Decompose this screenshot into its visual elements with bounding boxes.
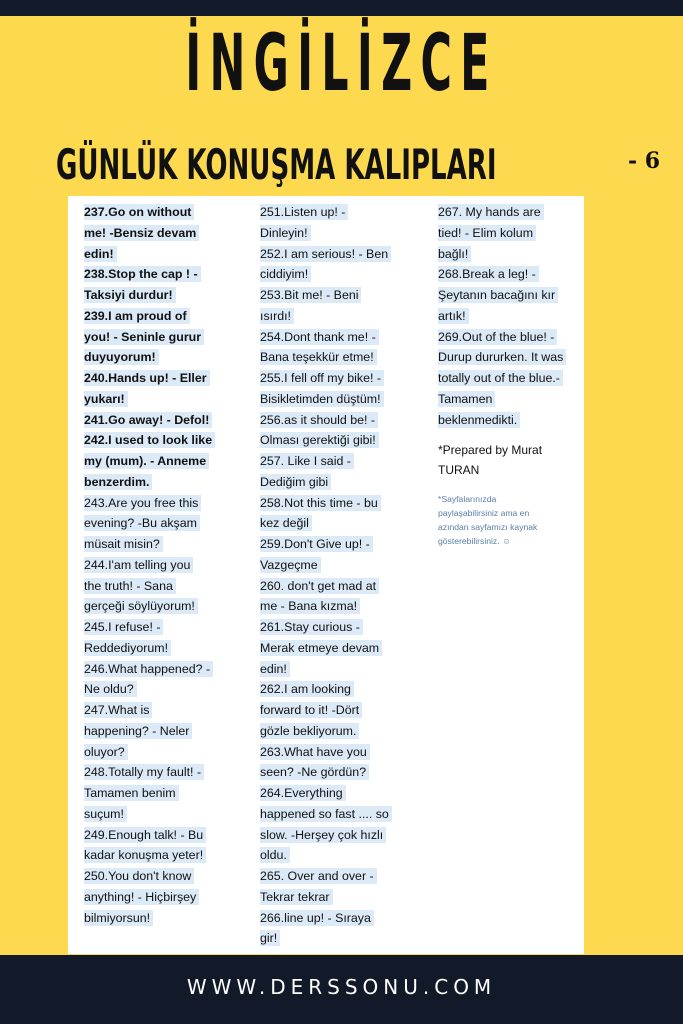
phrase-line <box>260 825 430 846</box>
phrase-text: Tamamen benim <box>84 785 179 801</box>
phrase-text: Bisikletimden düştüm! <box>260 391 384 407</box>
phrase-line <box>260 472 430 493</box>
phrase-line <box>84 472 244 493</box>
phrase-line <box>84 534 244 555</box>
phrase-line <box>260 928 430 949</box>
phrase-line <box>84 202 244 223</box>
phrase-text: anything! - Hiçbirşey <box>84 889 199 905</box>
phrase-line <box>84 223 244 244</box>
author-note <box>438 440 584 480</box>
phrase-text: Ne oldu? <box>84 681 137 697</box>
phrase-text: slow. -Herşey çok hızlı <box>260 827 386 843</box>
phrase-text: 244.I'am telling you <box>84 557 193 573</box>
phrase-text: edin! <box>84 246 117 262</box>
phrase-line <box>84 264 244 285</box>
phrase-line <box>438 327 584 348</box>
phrase-line <box>84 721 244 742</box>
phrase-text: 246.What happened? - <box>84 661 213 677</box>
phrase-text: beklenmedikti. <box>438 412 520 428</box>
phrase-text: Tamamen <box>438 391 495 407</box>
part-number: - 6 <box>628 148 661 174</box>
phrase-line <box>84 555 244 576</box>
phrase-line <box>260 742 430 763</box>
phrase-line <box>84 783 244 804</box>
phrase-text: gir! <box>260 930 280 946</box>
phrase-text: 261.Stay curious - <box>260 619 363 635</box>
phrase-sheet <box>68 196 584 954</box>
phrase-line <box>438 410 584 431</box>
phrase-text: seen? -Ne gördün? <box>260 764 369 780</box>
phrase-line <box>84 368 244 389</box>
share-note-line: gösterebilirsiniz. ☺ <box>438 536 511 547</box>
phrase-text: happening? - Neler <box>84 723 192 739</box>
author-note-line: *Prepared by Murat <box>438 443 543 458</box>
phrase-text: yukarı! <box>84 391 128 407</box>
phrase-line <box>84 762 244 783</box>
phrase-line <box>260 327 430 348</box>
phrase-text: 239.I am proud of <box>84 308 190 324</box>
phrase-line <box>84 638 244 659</box>
phrase-text: kez değil <box>260 515 312 531</box>
phrase-line <box>260 866 430 887</box>
phrase-text: müsait misin? <box>84 536 163 552</box>
phrase-text: totally out of the blue.- <box>438 370 563 386</box>
phrase-line <box>84 347 244 368</box>
phrase-text: 240.Hands up! - Eller <box>84 370 210 386</box>
phrase-text: 237.Go on without <box>84 204 194 220</box>
phrase-text: 243.Are you free this <box>84 495 201 511</box>
phrase-line <box>438 389 584 410</box>
phrase-text: suçum! <box>84 806 127 822</box>
phrase-text: ciddiyim! <box>260 266 311 282</box>
phrase-line <box>84 430 244 451</box>
phrase-text: 254.Dont thank me! - <box>260 329 379 345</box>
phrase-line <box>260 638 430 659</box>
phrase-text: oldu. <box>260 847 290 863</box>
phrase-line <box>260 721 430 742</box>
phrase-line <box>84 285 244 306</box>
phrase-line <box>260 804 430 825</box>
phrase-text: tied! - Elim kolum <box>438 225 536 241</box>
phrase-line <box>260 700 430 721</box>
phrase-column-3 <box>438 202 584 548</box>
phrase-text: gerçeği söylüyorum! <box>84 598 198 614</box>
phrase-line <box>84 887 244 908</box>
phrase-text: 241.Go away! - Defol! <box>84 412 212 428</box>
phrase-text: forward to it! -Dört <box>260 702 362 718</box>
phrase-text: Tekrar tekrar <box>260 889 333 905</box>
phrase-line <box>438 306 584 327</box>
page-title: İNGİLİZCE <box>185 19 498 109</box>
phrase-line <box>84 451 244 472</box>
phrase-line <box>260 534 430 555</box>
phrase-text: the truth! - Sana <box>84 578 176 594</box>
page-subtitle: GÜNLÜK KONUŞMA KALIPLARI <box>56 140 497 189</box>
phrase-text: edin! <box>260 661 290 677</box>
phrase-text: evening? -Bu akşam <box>84 515 200 531</box>
share-note-line: *Sayfalarınızda <box>438 494 497 505</box>
phrase-text: 263.What have you <box>260 744 370 760</box>
phrase-text: Vazgeçme <box>260 557 321 573</box>
phrase-line <box>260 285 430 306</box>
phrase-line <box>84 679 244 700</box>
phrase-text: oluyor? <box>84 744 128 760</box>
phrase-text: bilmiyorsun! <box>84 910 153 926</box>
phrase-text: 242.I used to look like <box>84 432 215 448</box>
phrase-line <box>260 202 430 223</box>
phrase-line <box>260 659 430 680</box>
footer-bar <box>0 955 683 1024</box>
share-note <box>438 492 584 548</box>
phrase-line <box>438 347 584 368</box>
phrase-text: 257. Like I said - <box>260 453 354 469</box>
phrase-line <box>438 264 584 285</box>
phrase-line <box>260 368 430 389</box>
phrase-line <box>260 555 430 576</box>
phrase-text: 238.Stop the cap ! - <box>84 266 201 282</box>
phrase-line <box>260 887 430 908</box>
phrase-text: Bana teşekkür etme! <box>260 349 377 365</box>
subtitle-row <box>0 140 683 190</box>
phrase-line <box>260 306 430 327</box>
phrase-text: 259.Don't Give up! - <box>260 536 373 552</box>
phrase-line <box>438 202 584 223</box>
phrase-line <box>260 493 430 514</box>
phrase-text: 258.Not this time - bu <box>260 495 381 511</box>
phrase-line <box>84 866 244 887</box>
phrase-line <box>260 845 430 866</box>
phrase-line <box>84 825 244 846</box>
phrase-text: happened so fast .... so <box>260 806 392 822</box>
phrase-text: 255.I fell off my bike! - <box>260 370 384 386</box>
phrase-text: Reddediyorum! <box>84 640 171 656</box>
phrase-line <box>260 223 430 244</box>
phrase-text: you! - Seninle gurur <box>84 329 204 345</box>
phrase-text: duyuyorum! <box>84 349 159 365</box>
phrase-column-2 <box>260 202 430 949</box>
phrase-line <box>260 347 430 368</box>
phrase-line <box>260 783 430 804</box>
phrase-line <box>260 410 430 431</box>
author-note-line: TURAN <box>438 463 480 478</box>
phrase-line <box>84 576 244 597</box>
phrase-line <box>260 762 430 783</box>
phrase-line <box>260 244 430 265</box>
phrase-text: me - Bana kızma! <box>260 598 360 614</box>
phrase-text: 266.line up! - Sıraya <box>260 910 374 926</box>
phrase-text: Taksiyi durdur! <box>84 287 176 303</box>
phrase-text: Olması gerektiği gibi! <box>260 432 379 448</box>
phrase-column-1 <box>84 202 244 928</box>
phrase-text: ısırdı! <box>260 308 294 324</box>
phrase-line <box>84 306 244 327</box>
phrase-text: bağlı! <box>438 246 471 262</box>
phrase-line <box>438 244 584 265</box>
share-note-line: azından sayfamızı kaynak <box>438 522 538 533</box>
phrase-text: 252.I am serious! - Ben <box>260 246 391 262</box>
phrase-text: 245.I refuse! - <box>84 619 163 635</box>
phrase-line <box>84 908 244 929</box>
phrase-line <box>84 493 244 514</box>
phrase-text: gözle bekliyorum. <box>260 723 359 739</box>
phrase-line <box>84 389 244 410</box>
phrase-text: artık! <box>438 308 469 324</box>
phrase-line <box>438 223 584 244</box>
share-note-line: paylaşabilirsiniz ama en <box>438 508 530 519</box>
phrase-text: 260. don't get mad at <box>260 578 379 594</box>
phrase-text: 253.Bit me! - Beni <box>260 287 361 303</box>
phrase-line <box>84 700 244 721</box>
phrase-line <box>260 908 430 929</box>
phrase-line <box>84 804 244 825</box>
phrase-line <box>260 513 430 534</box>
phrase-line <box>260 389 430 410</box>
phrase-text: 250.You don't know <box>84 868 194 884</box>
phrase-line <box>84 596 244 617</box>
phrase-line <box>84 244 244 265</box>
phrase-text: 249.Enough talk! - Bu <box>84 827 206 843</box>
phrase-line <box>84 659 244 680</box>
phrase-text: 251.Listen up! - <box>260 204 348 220</box>
phrase-text: benzerdim. <box>84 474 152 490</box>
phrase-text: Merak etmeye devam <box>260 640 382 656</box>
phrase-line <box>438 368 584 389</box>
phrase-line <box>84 617 244 638</box>
phrase-text: Şeytanın bacağını kır <box>438 287 558 303</box>
phrase-line <box>260 679 430 700</box>
phrase-line <box>260 576 430 597</box>
phrase-line <box>260 451 430 472</box>
phrase-line <box>84 845 244 866</box>
phrase-text: Durup dururken. It was <box>438 349 566 365</box>
phrase-text: my (mum). - Anneme <box>84 453 209 469</box>
phrase-text: 262.I am looking <box>260 681 354 697</box>
phrase-text: 248.Totally my fault! - <box>84 764 204 780</box>
phrase-text: 265. Over and over - <box>260 868 377 884</box>
phrase-line <box>84 410 244 431</box>
phrase-text: 267. My hands are <box>438 204 544 220</box>
phrase-text: kadar konuşma yeter! <box>84 847 206 863</box>
phrase-line <box>260 596 430 617</box>
phrase-line <box>84 327 244 348</box>
phrase-line <box>84 742 244 763</box>
phrase-text: 247.What is <box>84 702 152 718</box>
phrase-text: 268.Break a leg! - <box>438 266 539 282</box>
phrase-line <box>260 430 430 451</box>
phrase-text: 264.Everything <box>260 785 346 801</box>
phrase-text: 269.Out of the blue! - <box>438 329 557 345</box>
phrase-line <box>260 264 430 285</box>
website-link[interactable]: WWW.DERSSONU.COM <box>186 975 497 999</box>
phrase-text: me! -Bensiz devam <box>84 225 199 241</box>
phrase-text: 256.as it should be! - <box>260 412 378 428</box>
phrase-line <box>84 513 244 534</box>
phrase-line <box>260 617 430 638</box>
phrase-text: Dinleyin! <box>260 225 311 241</box>
phrase-line <box>438 285 584 306</box>
phrase-text: Dediğim gibi <box>260 474 331 490</box>
